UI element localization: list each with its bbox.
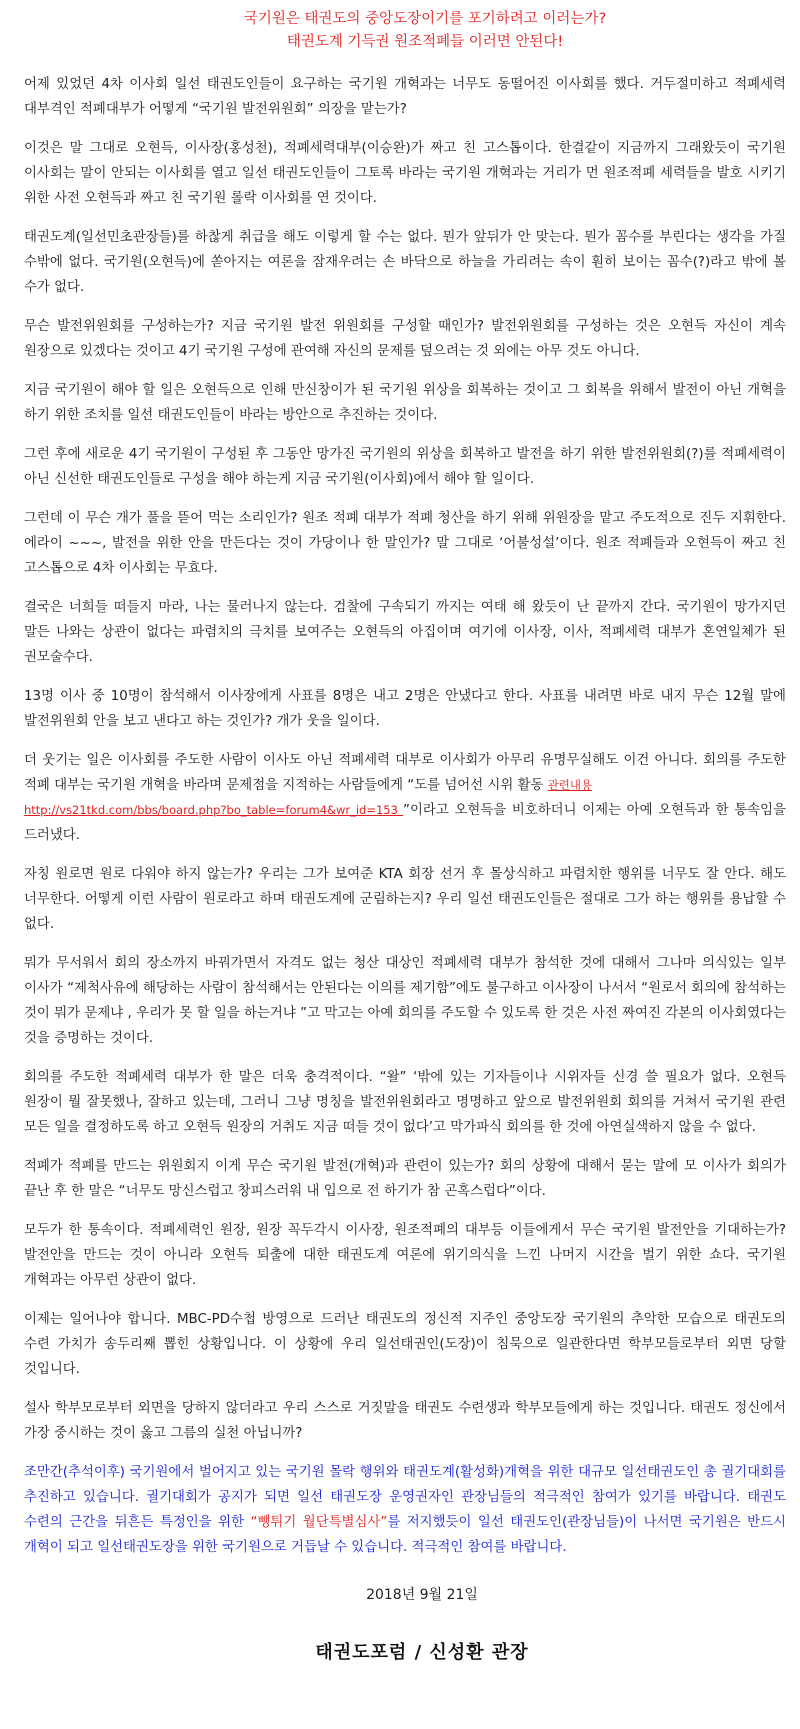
paragraph: 뭐가 무서워서 회의 장소까지 바꿔가면서 자격도 없는 청산 대상인 적폐세력 대부가 참석한 것에 대해서 그나마 의식있는 일부 이사가 “제척사유에 해당하는 사람이 참석해서는 안된다는 이의를 제기함”에도 불구하고 이사장이 나서서 “원로서 회의에 참석하는 것이 뭐가 문제냐 , 우리가 못 할 일을 하는거냐 ”고 막고는 아예 회의를 주도할 수 있도록 한 것은 사전 짜여진 각본의 이사회였다는 것을 증명하는 것이다.	[24, 956, 786, 1046]
paragraph: 그런데 이 무슨 개가 풀을 뜯어 먹는 소리인가? 원조 적폐 대부가 적폐 청산을 하기 위해 위원장을 맡고 주도적으로 진두 지휘한다. 에라이 ~~~, 발전을 위한 안을 만든다는 것이 가당이나 한 말인가? 말 그대로 ‘어불성설’이다. 원조 적폐들과 오현득이 짜고 친 고스톱으로 4차 이사회는 무효다.	[24, 511, 786, 576]
paragraph: 그런 후에 새로운 4기 국기원이 구성된 후 그동안 망가진 국기원의 위상을 회복하고 발전을 하기 위한 발전위원회(?)를 적폐세력이 아닌 신선한 태권도인들로 구성을 해야 하는게 지금 국기원(이사회)에서 해야 할 일이다.	[24, 447, 786, 487]
paragraph: 어제 있었던 4차 이사회 일선 태권도인들이 요구하는 국기원 개혁과는 너무도 동떨어진 이사회를 했다. 거두절미하고 적폐세력 대부격인 적폐대부가 어떻게 “국기원 발전위원회” 의장을 맡는가?	[24, 77, 786, 117]
paragraph: 이제는 일어나야 합니다. MBC-PD수첩 방영으로 드러난 태권도의 정신적 지주인 중앙도장 국기원의 추악한 모습으로 태권도의 수련 가치가 송두리째 뽑힌 상황입니다. 이 상황에 우리 일선태권인(도장)이 침묵으로 일관한다면 학부모들로부터 외면 당할 것입니다.	[24, 1312, 786, 1377]
publish-date: 2018년 9월 21일	[366, 1587, 478, 1603]
title-line-2: 태권도계 기득권 원조적폐들 이러면 안된다!	[286, 34, 564, 50]
related-content-url: http://vs21tkd.com/bbs/board.php?bo_table=forum4&wr_id=153	[24, 803, 398, 817]
closing-part-2: 를 저지했듯이 일선 태권도인(관장님들)이 나서면 국기원은 반드시 개혁이 되고 일선태권도장을 위한 국기원으로 거듭날 수 있습니다. 적극적인 참여를 바랍니다.	[24, 1515, 786, 1555]
closing-highlight: “뺑튀기 월단특별심사”	[250, 1515, 388, 1530]
paragraph: 자칭 원로면 원로 다워야 하지 않는가? 우리는 그가 보여준 KTA 회장 선거 후 몰상식하고 파렴치한 행위를 너무도 잘 안다. 해도 너무한다. 어떻게 이런 사람이 원로라고 하며 태권도계에 군림하는지? 우리 일선 태권도인들은 절대로 그가 하는 행위를 용납할 수 없다.	[24, 867, 786, 932]
link-paragraph-before: 더 웃기는 일은 이사회를 주도한 사람이 이사도 아닌 적폐세력 대부로 이사회가 아무리 유명무실해도 이건 아니다. 회의를 주도한 적폐 대부는 국기원 개혁을 바라며 문제점을 지적하는 사람들에게 “도를 넘어선 시위 활동	[24, 753, 786, 793]
author-signature: 태권도포럼 / 신성환 관장	[315, 1642, 529, 1663]
paragraph: 13명 이사 중 10명이 참석해서 이사장에게 사표를 8명은 내고 2명은 안냈다고 한다. 사표를 내려면 바로 내지 무슨 12월 말에 발전위원회 안을 보고 낸다고 하는 것인가? 개가 웃을 일이다.	[24, 689, 786, 729]
paragraph: 모두가 한 통속이다. 적폐세력인 원장, 원장 꼭두각시 이사장, 원조적폐의 대부등 이들에게서 무슨 국기원 발전안을 기대하는가? 발전안을 만드는 것이 아니라 오현득 퇴출에 대한 태권도계 여론에 위기의식을 느낀 나머지 시간을 벌기 위한 쇼다. 국기원 개혁과는 아무런 상관이 없다.	[24, 1223, 786, 1288]
paragraph: 태권도계(일선민초관장들)를 하찮게 취급을 해도 이렇게 할 수는 없다. 뭔가 앞뒤가 안 맞는다. 뭔가 꼼수를 부린다는 생각을 가질 수밖에 없다. 국기원(오현득)에 쏟아지는 여론을 잠재우려는 손 바닥으로 하늘을 가리려는 속이 훤히 보이는 꼼수(?)라고 밖에 볼 수가 없다.	[24, 230, 786, 295]
paragraph: 결국은 너희들 떠들지 마라, 나는 물러나지 않는다. 검찰에 구속되기 까지는 여태 해 왔듯이 난 끝까지 간다. 국기원이 망가지던 말든 나와는 상관이 없다는 파렴치의 극치를 보여주는 오현득의 아집이며 여기에 이사장, 이사, 적폐세력 대부가 혼연일체가 된 권모술수다.	[24, 600, 786, 665]
article-title	[64, 8, 786, 54]
paragraph: 이것은 말 그대로 오현득, 이사장(홍성천), 적폐세력대부(이승완)가 짜고 친 고스톱이다. 한결같이 지금까지 그래왔듯이 국기원 이사회는 말이 안되는 이사회를 열고 일선 태권도인들이 그토록 바라는 국기원 개혁과는 거리가 먼 원조적폐 세력들을 발호 시키기 위한 사전 오현득과 짜고 친 국기원 롤락 이사회를 연 것이다.	[24, 141, 786, 206]
closing-part-1: 조만간(추석이후) 국기원에서 벌어지고 있는 국기원 몰락 행위와 태권도계(활성화)개혁을 위한 대규모 일선태권도인 총 궐기대회를 추진하고 있습니다. 궐기대회가 공지가 되면 일선 태권도장 운영권자인 관장님들의 적극적인 참여가 있기를 바랍니다. 태권도 수련의 근간을 뒤흔든 특정인을 위한	[24, 1465, 786, 1530]
closing-appeal	[24, 1460, 786, 1560]
paragraph: 적폐가 적폐를 만드는 위원회지 이게 무슨 국기원 발전(개혁)과 관련이 있는가? 회의 상황에 대해서 묻는 말에 모 이사가 회의가 끝난 후 한 말은 “너무도 망신스럽고 창피스러워 내 입으로 전 하기가 참 곤혹스럽다”이다.	[24, 1159, 786, 1199]
paragraph: 무슨 발전위원회를 구성하는가? 지금 국기원 발전 위원회를 구성할 때인가? 발전위원회를 구성하는 것은 오현득 자신이 계속 원장으로 있겠다는 것이고 4기 국기원 구성에 관여해 자신의 문제를 덮으려는 것 외에는 아무 것도 아니다.	[24, 319, 786, 359]
paragraph: 설사 학부모로부터 외면을 당하지 않더라고 우리 스스로 거짓말을 태권도 수련생과 학부모들에게 하는 것입니다. 태권도 정신에서 가장 중시하는 것이 옳고 그름의 실천 아닙니까?	[24, 1401, 786, 1441]
paragraph-with-link	[24, 748, 786, 848]
title-line-1: 국기원은 태권도의 중앙도장이기를 포기하려고 이러는가?	[243, 11, 607, 27]
link-paragraph-after: ”이라고 오현득을 비호하더니 이제는 아예 오현득과 한 통속임을 드러냈다.	[24, 803, 786, 843]
paragraph: 회의를 주도한 적폐세력 대부가 한 말은 더욱 충격적이다. “왈” ‘밖에 있는 기자들이나 시위자들 신경 쓸 필요가 없다. 오현득 원장이 뭘 잘못했나, 잘하고 있는데, 그러니 그냥 명칭을 발전위원회라고 명명하고 앞으로 발전위원회 회의를 거쳐서 국기원 관련 모든 일을 결정하도록 하고 오현득 원장의 거취도 지금 떠들 것이 없다’고 막가파식 회의를 한 것에 아연실색하지 않을 수 없다.	[24, 1070, 786, 1135]
related-content-label: 관련내용	[547, 778, 593, 792]
paragraph: 지금 국기원이 해야 할 일은 오현득으로 인해 만신창이가 된 국기원 위상을 회복하는 것이고 그 회복을 위해서 발전이 아닌 개혁을 하기 위한 조치를 일선 태권도인들이 바라는 방안으로 추진하는 것이다.	[24, 383, 786, 423]
